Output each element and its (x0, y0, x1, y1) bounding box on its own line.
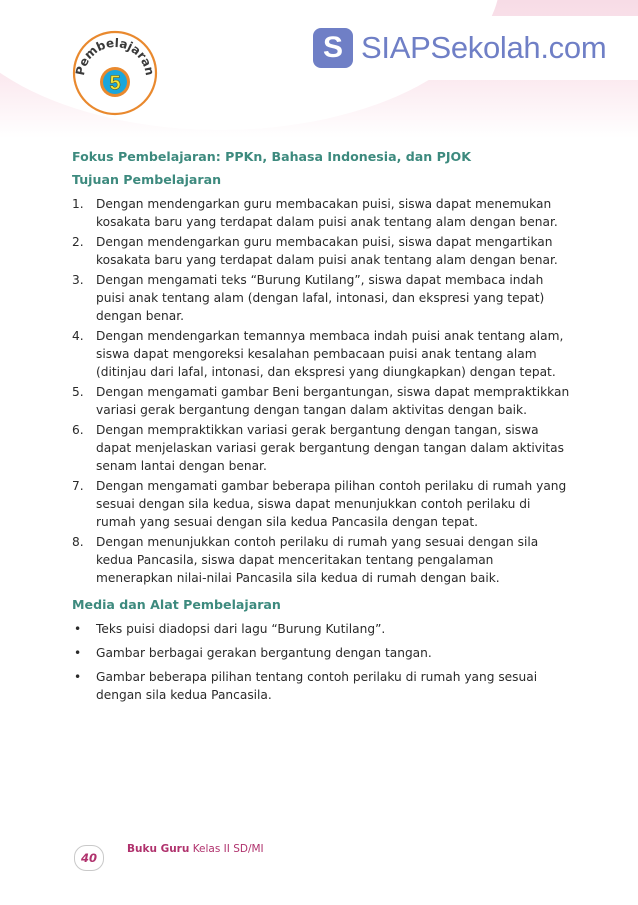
watermark-logo-icon: S (313, 28, 353, 68)
goal-text: Dengan menunjukkan contoh perilaku di rumah yang sesuai dengan sila kedua Pancasila, siswa dapat menceritakan tentang pengalaman menerapkan nilai-nilai Pancasila sila kedua di rumah dengan baik. (96, 535, 539, 585)
media-text: Gambar berbagai gerakan bergantung dengan tangan. (96, 646, 432, 660)
goal-item (72, 477, 572, 531)
goal-text: Dengan mendengarkan guru membacakan puisi, siswa dapat mengartikan kosakata baru yang terdapat dalam puisi anak tentang alam dengan benar. (96, 235, 558, 267)
media-list (72, 620, 572, 704)
goals-list (72, 195, 572, 587)
goal-text: Dengan mengamati teks “Burung Kutilang”, siswa dapat membaca indah puisi anak tentang alam (dengan lafal, intonasi, dan ekspresi yang tepat) dengan benar. (96, 273, 545, 323)
footer-title (127, 843, 264, 855)
page-content (72, 148, 572, 710)
goal-text: Dengan mendengarkan temannya membaca indah puisi anak tentang alam, siswa dapat mengoreksi kesalahan pembacaan puisi anak tentang alam (ditinjau dari lafal, intonasi, dan ekspresi yang diungkapkan) dengan tepat. (96, 329, 564, 379)
goal-number: 3. (72, 273, 84, 287)
lesson-badge-graphic (72, 30, 158, 116)
goal-number: 1. (72, 197, 84, 211)
bullet-icon: • (74, 646, 82, 660)
media-text: Teks puisi diadopsi dari lagu “Burung Kutilang”. (96, 622, 386, 636)
watermark (303, 16, 638, 80)
goal-text: Dengan mengamati gambar Beni bergantungan, siswa dapat mempraktikkan variasi gerak bergantung dengan tangan dalam aktivitas dengan baik. (96, 385, 570, 417)
goal-item (72, 327, 572, 381)
badge-number: 5 (109, 72, 121, 95)
goal-number: 8. (72, 535, 84, 549)
media-item (72, 668, 572, 704)
lesson-badge (72, 30, 158, 116)
goals-heading: Tujuan Pembelajaran (72, 172, 222, 187)
media-item (72, 620, 572, 638)
focus-heading: Fokus Pembelajaran: PPKn, Bahasa Indonesia, dan PJOK (72, 149, 471, 164)
bullet-icon: • (74, 622, 82, 636)
goal-text: Dengan mempraktikkan variasi gerak bergantung dengan tangan, siswa dapat menjelaskan variasi gerak bergantung dengan tangan dalam aktivitas senam lantai dengan benar. (96, 423, 564, 473)
footer-grade: Kelas II SD/MI (192, 843, 264, 855)
media-text: Gambar beberapa pilihan tentang contoh perilaku di rumah yang sesuai dengan sila kedua Pancasila. (96, 670, 538, 702)
media-heading: Media dan Alat Pembelajaran (72, 597, 281, 612)
goal-text: Dengan mengamati gambar beberapa pilihan contoh perilaku di rumah yang sesuai dengan sila kedua, siswa dapat menunjukkan contoh perilaku di rumah yang sesuai dengan sila kedua Pancasila dengan tepat. (96, 479, 567, 529)
goal-item (72, 195, 572, 231)
page-number: 40 (74, 845, 104, 871)
goal-number: 2. (72, 235, 84, 249)
goal-item (72, 533, 572, 587)
goal-number: 5. (72, 385, 84, 399)
bullet-icon: • (74, 670, 82, 684)
goal-item (72, 271, 572, 325)
goal-text: Dengan mendengarkan guru membacakan puisi, siswa dapat menemukan kosakata baru yang terdapat dalam puisi anak tentang alam dengan benar. (96, 197, 558, 229)
goal-number: 7. (72, 479, 84, 493)
footer-book-title: Buku Guru (127, 843, 190, 855)
badge-arc-text: Pembelajaran (72, 35, 158, 77)
page-footer (72, 837, 372, 877)
goal-item (72, 383, 572, 419)
goal-item (72, 421, 572, 475)
goal-number: 4. (72, 329, 84, 343)
goal-item (72, 233, 572, 269)
media-item (72, 644, 572, 662)
goal-number: 6. (72, 423, 84, 437)
watermark-text: SIAPSekolah.com (361, 30, 607, 65)
